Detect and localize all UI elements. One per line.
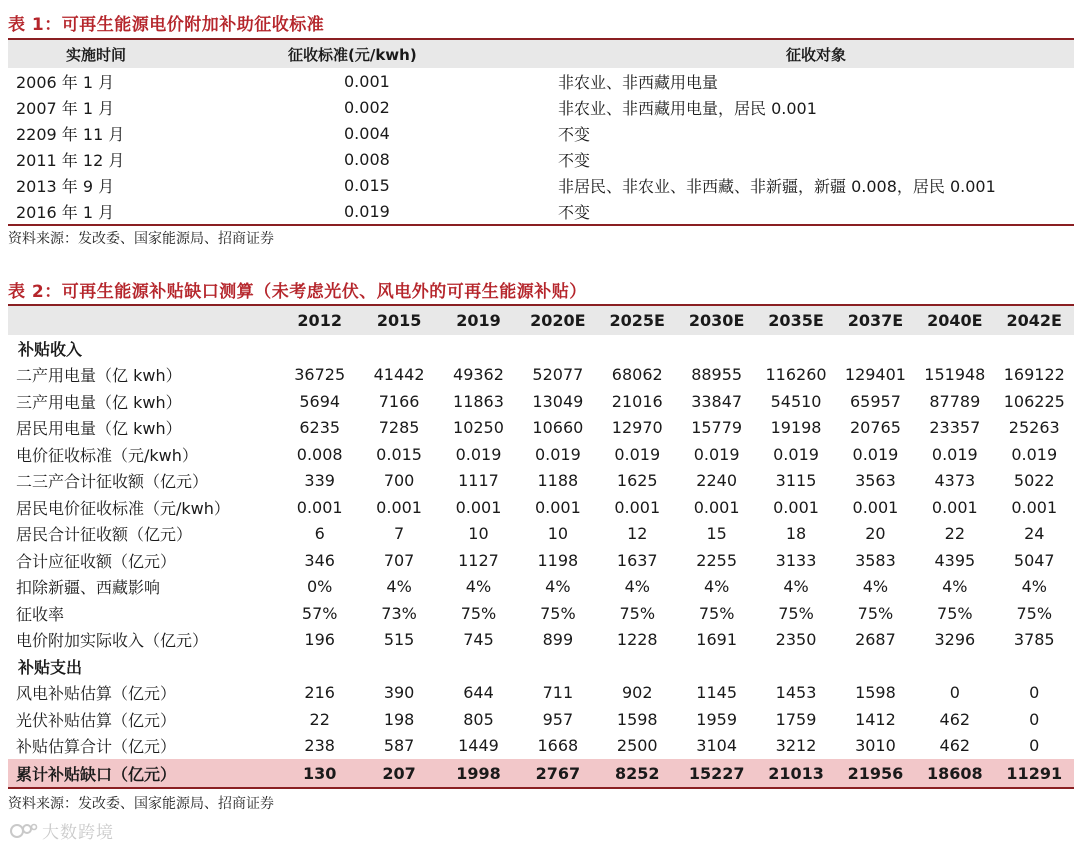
cell-object: 不变 bbox=[558, 202, 591, 222]
cell-time: 2013 年 9 月 bbox=[16, 176, 115, 196]
table-header-row bbox=[8, 305, 1074, 335]
value-cell: 11863 bbox=[453, 391, 504, 411]
row-label: 风电补贴估算（亿元） bbox=[16, 684, 177, 704]
value-cell: 2500 bbox=[616, 736, 658, 756]
value-cell: 3563 bbox=[855, 471, 896, 491]
value-cell: 1198 bbox=[537, 550, 579, 570]
value-cell: 75% bbox=[778, 603, 814, 623]
value-cell: 0.001 bbox=[693, 497, 740, 517]
cell-standard: 0.004 bbox=[344, 123, 390, 143]
value-cell: 0 bbox=[1029, 736, 1040, 756]
row-label: 居民合计征收额（亿元） bbox=[16, 525, 193, 545]
header-year: 2015 bbox=[359, 305, 438, 335]
value-cell: 75% bbox=[698, 603, 735, 623]
value-cell: 902 bbox=[621, 683, 653, 703]
value-cell: 1228 bbox=[616, 630, 658, 650]
value-cell: 1759 bbox=[775, 709, 817, 729]
table-row bbox=[8, 494, 1074, 521]
row-label: 补贴估算合计（亿元） bbox=[16, 737, 177, 757]
value-cell: 20 bbox=[865, 524, 886, 544]
value-cell: 238 bbox=[304, 736, 335, 756]
cell-time: 2007 年 1 月 bbox=[16, 98, 115, 118]
header-year: 2020E bbox=[518, 305, 597, 335]
value-cell: 11291 bbox=[995, 759, 1074, 788]
value-cell: 1188 bbox=[537, 471, 579, 491]
value-cell: 0.019 bbox=[773, 444, 819, 464]
value-cell: 75% bbox=[857, 603, 894, 623]
header-year: 2035E bbox=[756, 305, 835, 335]
value-cell: 10 bbox=[468, 524, 489, 544]
cell-object: 不变 bbox=[558, 124, 591, 144]
value-cell: 4% bbox=[545, 577, 571, 597]
value-cell: 0.019 bbox=[852, 444, 899, 464]
value-cell: 4373 bbox=[934, 471, 976, 491]
value-cell: 198 bbox=[383, 709, 415, 729]
table-row bbox=[8, 547, 1074, 574]
table-row bbox=[8, 120, 1074, 146]
header-year: 2012 bbox=[280, 305, 359, 335]
value-cell: 57% bbox=[301, 603, 338, 623]
value-cell: 1598 bbox=[616, 709, 658, 729]
value-cell: 54510 bbox=[770, 391, 822, 411]
header-collection-standard: 征收标准(元/kwh) bbox=[258, 39, 558, 68]
value-cell: 0.001 bbox=[1011, 497, 1058, 517]
table1-title: 表 1：可再生能源电价附加补助征收标准 bbox=[8, 15, 325, 35]
table-row bbox=[8, 733, 1074, 760]
value-cell: 24 bbox=[1024, 524, 1045, 544]
value-cell: 15 bbox=[706, 524, 727, 544]
section-label: 补贴支出 bbox=[18, 657, 83, 677]
value-cell: 15227 bbox=[677, 759, 756, 788]
row-label: 居民电价征收标准（元/kwh） bbox=[16, 498, 230, 518]
table-row bbox=[8, 680, 1074, 707]
value-cell: 3104 bbox=[696, 736, 737, 756]
value-cell: 1449 bbox=[458, 736, 499, 756]
value-cell: 3133 bbox=[775, 550, 817, 570]
value-cell: 1998 bbox=[439, 759, 518, 788]
value-cell: 1453 bbox=[775, 683, 817, 703]
value-cell: 216 bbox=[304, 683, 335, 703]
header-year: 2025E bbox=[598, 305, 677, 335]
value-cell: 0.001 bbox=[534, 497, 581, 517]
value-cell: 1145 bbox=[696, 683, 737, 703]
value-cell: 4% bbox=[703, 577, 730, 597]
value-cell: 0.001 bbox=[614, 497, 661, 517]
header-implementation-time: 实施时间 bbox=[8, 39, 258, 68]
value-cell: 462 bbox=[939, 736, 971, 756]
value-cell: 4% bbox=[465, 577, 492, 597]
cell-time: 2016 年 1 月 bbox=[16, 202, 115, 222]
table-row bbox=[8, 198, 1074, 225]
value-cell: 346 bbox=[304, 550, 335, 570]
value-cell: 1117 bbox=[458, 471, 499, 491]
table-row bbox=[8, 94, 1074, 120]
logo-icon bbox=[10, 821, 38, 841]
value-cell: 75% bbox=[1016, 603, 1053, 623]
cell-standard: 0.015 bbox=[344, 175, 390, 195]
value-cell: 0.019 bbox=[693, 444, 740, 464]
watermark-text: 大数跨境 bbox=[42, 823, 114, 843]
collection-standard-table bbox=[8, 38, 1074, 226]
value-cell: 0.001 bbox=[931, 497, 978, 517]
value-cell: 4395 bbox=[934, 550, 976, 570]
value-cell: 4% bbox=[624, 577, 650, 597]
row-label: 电价附加实际收入（亿元） bbox=[16, 631, 209, 651]
value-cell: 3583 bbox=[855, 550, 896, 570]
value-cell: 87789 bbox=[929, 391, 981, 411]
value-cell: 5047 bbox=[1013, 550, 1055, 570]
section-label: 补贴收入 bbox=[18, 339, 83, 359]
value-cell: 4% bbox=[783, 577, 809, 597]
value-cell: 390 bbox=[383, 683, 415, 703]
value-cell: 745 bbox=[463, 630, 494, 650]
value-cell: 10 bbox=[547, 524, 569, 544]
value-cell: 0 bbox=[949, 683, 960, 703]
header-collection-object: 征收对象 bbox=[558, 39, 1074, 68]
table-row bbox=[8, 600, 1074, 627]
value-cell: 65957 bbox=[849, 391, 901, 411]
value-cell: 4% bbox=[1021, 577, 1047, 597]
value-cell: 5022 bbox=[1013, 471, 1055, 491]
value-cell: 75% bbox=[540, 603, 576, 623]
value-cell: 3010 bbox=[855, 736, 896, 756]
value-cell: 0.019 bbox=[1011, 444, 1058, 464]
table-row bbox=[8, 146, 1074, 172]
cell-standard: 0.019 bbox=[344, 201, 390, 221]
value-cell: 6235 bbox=[299, 418, 341, 438]
value-cell: 3296 bbox=[934, 630, 976, 650]
cell-standard: 0.001 bbox=[344, 71, 390, 91]
value-cell: 3785 bbox=[1013, 630, 1055, 650]
value-cell: 22 bbox=[944, 524, 965, 544]
cell-time: 2209 年 11 月 bbox=[16, 124, 125, 144]
table-row bbox=[8, 415, 1074, 442]
header-year: 2042E bbox=[995, 305, 1074, 335]
row-label: 电价征收标准（元/kwh） bbox=[16, 445, 198, 465]
value-cell: 4% bbox=[386, 577, 412, 597]
cell-time: 2006 年 1 月 bbox=[16, 72, 115, 92]
table2-source-note: 资料来源：发改委、国家能源局、招商证券 bbox=[8, 796, 274, 812]
value-cell: 7166 bbox=[378, 391, 420, 411]
value-cell: 1668 bbox=[537, 736, 579, 756]
section-row bbox=[8, 653, 1074, 680]
value-cell: 130 bbox=[280, 759, 359, 788]
table-row bbox=[8, 627, 1074, 654]
section-row bbox=[8, 335, 1074, 362]
value-cell: 0.001 bbox=[852, 497, 899, 517]
table-row bbox=[8, 172, 1074, 198]
row-label: 居民用电量（亿 kwh） bbox=[16, 419, 182, 439]
table-row bbox=[8, 574, 1074, 601]
value-cell: 2240 bbox=[696, 471, 737, 491]
value-cell: 33847 bbox=[691, 391, 743, 411]
header-year: 2037E bbox=[836, 305, 915, 335]
row-label: 光伏补贴估算（亿元） bbox=[16, 710, 177, 730]
cell-object: 非居民、非农业、非西藏、非新疆，新疆 0.008，居民 0.001 bbox=[558, 176, 996, 196]
value-cell: 2767 bbox=[518, 759, 597, 788]
header-year: 2040E bbox=[915, 305, 994, 335]
value-cell: 339 bbox=[304, 471, 335, 491]
table-row bbox=[8, 68, 1074, 94]
value-cell: 4% bbox=[942, 577, 968, 597]
value-cell: 2350 bbox=[775, 630, 817, 650]
value-cell: 700 bbox=[383, 471, 415, 491]
value-cell: 1598 bbox=[855, 683, 896, 703]
value-cell: 19198 bbox=[770, 418, 822, 438]
table-row bbox=[8, 388, 1074, 415]
value-cell: 644 bbox=[463, 683, 494, 703]
row-label: 扣除新疆、西藏影响 bbox=[16, 578, 161, 598]
row-label: 三产用电量（亿 kwh） bbox=[16, 392, 182, 412]
table2-title: 表 2：可再生能源补贴缺口测算（未考虑光伏、风电外的可再生能源补贴） bbox=[8, 282, 587, 302]
value-cell: 8252 bbox=[598, 759, 677, 788]
cell-standard: 0.002 bbox=[344, 97, 390, 117]
header-year: 2030E bbox=[677, 305, 756, 335]
value-cell: 21016 bbox=[611, 391, 663, 411]
table-row bbox=[8, 468, 1074, 495]
value-cell: 21013 bbox=[756, 759, 835, 788]
header-item bbox=[8, 305, 280, 335]
value-cell: 75% bbox=[937, 603, 973, 623]
value-cell: 10250 bbox=[453, 418, 504, 438]
value-cell: 1625 bbox=[616, 471, 658, 491]
cell-object: 非农业、非西藏用电量，居民 0.001 bbox=[558, 98, 817, 118]
value-cell: 0.019 bbox=[614, 444, 661, 464]
value-cell: 0.001 bbox=[455, 497, 502, 517]
subsidy-gap-table bbox=[8, 304, 1074, 789]
value-cell: 711 bbox=[542, 683, 574, 703]
value-cell: 1127 bbox=[458, 550, 499, 570]
value-cell: 6 bbox=[314, 524, 325, 544]
value-cell: 15779 bbox=[691, 418, 743, 438]
value-cell: 18608 bbox=[915, 759, 994, 788]
value-cell: 957 bbox=[542, 709, 574, 729]
value-cell: 0.001 bbox=[376, 497, 422, 517]
cell-time: 2011 年 12 月 bbox=[16, 150, 125, 170]
value-cell: 10660 bbox=[532, 418, 584, 438]
value-cell: 0.001 bbox=[773, 497, 819, 517]
value-cell: 23357 bbox=[929, 418, 981, 438]
value-cell: 0.008 bbox=[296, 444, 343, 464]
value-cell: 12 bbox=[627, 524, 648, 544]
value-cell: 18 bbox=[785, 524, 807, 544]
value-cell: 0.019 bbox=[931, 444, 978, 464]
cell-standard: 0.008 bbox=[344, 149, 390, 169]
value-cell: 52077 bbox=[532, 365, 584, 385]
total-row bbox=[8, 759, 1074, 788]
value-cell: 68062 bbox=[611, 365, 663, 385]
value-cell: 0% bbox=[307, 577, 333, 597]
value-cell: 21956 bbox=[836, 759, 915, 788]
cell-object: 非农业、非西藏用电量 bbox=[558, 72, 719, 92]
value-cell: 462 bbox=[939, 709, 971, 729]
value-cell: 0.001 bbox=[296, 497, 343, 517]
value-cell: 0.019 bbox=[455, 444, 502, 464]
value-cell: 587 bbox=[383, 736, 415, 756]
value-cell: 0.015 bbox=[376, 444, 422, 464]
value-cell: 20765 bbox=[849, 418, 901, 438]
value-cell: 2687 bbox=[855, 630, 896, 650]
value-cell: 49362 bbox=[453, 365, 504, 385]
value-cell: 129401 bbox=[844, 365, 906, 385]
value-cell: 515 bbox=[383, 630, 415, 650]
value-cell: 75% bbox=[460, 603, 497, 623]
value-cell: 88955 bbox=[691, 365, 743, 385]
value-cell: 13049 bbox=[532, 391, 584, 411]
value-cell: 2255 bbox=[696, 550, 737, 570]
value-cell: 151948 bbox=[924, 365, 986, 385]
row-label: 累计补贴缺口（亿元） bbox=[8, 759, 280, 788]
row-label: 合计应征收额（亿元） bbox=[16, 551, 177, 571]
value-cell: 4% bbox=[862, 577, 889, 597]
value-cell: 22 bbox=[309, 709, 330, 729]
value-cell: 75% bbox=[619, 603, 656, 623]
header-year: 2019 bbox=[439, 305, 518, 335]
value-cell: 25263 bbox=[1008, 418, 1060, 438]
table-header-row bbox=[8, 39, 1074, 68]
value-cell: 1691 bbox=[696, 630, 737, 650]
value-cell: 207 bbox=[359, 759, 438, 788]
table-row bbox=[8, 706, 1074, 733]
value-cell: 116260 bbox=[765, 365, 827, 385]
value-cell: 41442 bbox=[373, 365, 425, 385]
value-cell: 196 bbox=[304, 630, 335, 650]
value-cell: 7285 bbox=[378, 418, 420, 438]
value-cell: 12970 bbox=[611, 418, 663, 438]
value-cell: 36725 bbox=[294, 365, 346, 385]
table-row bbox=[8, 362, 1074, 389]
value-cell: 73% bbox=[381, 603, 417, 623]
value-cell: 805 bbox=[463, 709, 494, 729]
value-cell: 1959 bbox=[696, 709, 737, 729]
value-cell: 0.019 bbox=[534, 444, 581, 464]
row-label: 二产用电量（亿 kwh） bbox=[16, 366, 182, 386]
table-row bbox=[8, 441, 1074, 468]
value-cell: 1412 bbox=[855, 709, 896, 729]
value-cell: 1637 bbox=[616, 550, 658, 570]
table-row bbox=[8, 521, 1074, 548]
value-cell: 106225 bbox=[1003, 391, 1065, 411]
value-cell: 0 bbox=[1029, 709, 1040, 729]
value-cell: 7 bbox=[393, 524, 405, 544]
cell-object: 不变 bbox=[558, 150, 591, 170]
value-cell: 3212 bbox=[775, 736, 817, 756]
value-cell: 169122 bbox=[1003, 365, 1065, 385]
row-label: 征收率 bbox=[16, 604, 65, 624]
row-label: 二三产合计征收额（亿元） bbox=[16, 472, 209, 492]
value-cell: 899 bbox=[542, 630, 574, 650]
table1-source-note: 资料来源：发改委、国家能源局、招商证券 bbox=[8, 231, 274, 247]
value-cell: 0 bbox=[1029, 683, 1040, 703]
watermark bbox=[10, 818, 114, 843]
value-cell: 5694 bbox=[299, 391, 341, 411]
value-cell: 3115 bbox=[775, 471, 817, 491]
value-cell: 707 bbox=[383, 550, 415, 570]
